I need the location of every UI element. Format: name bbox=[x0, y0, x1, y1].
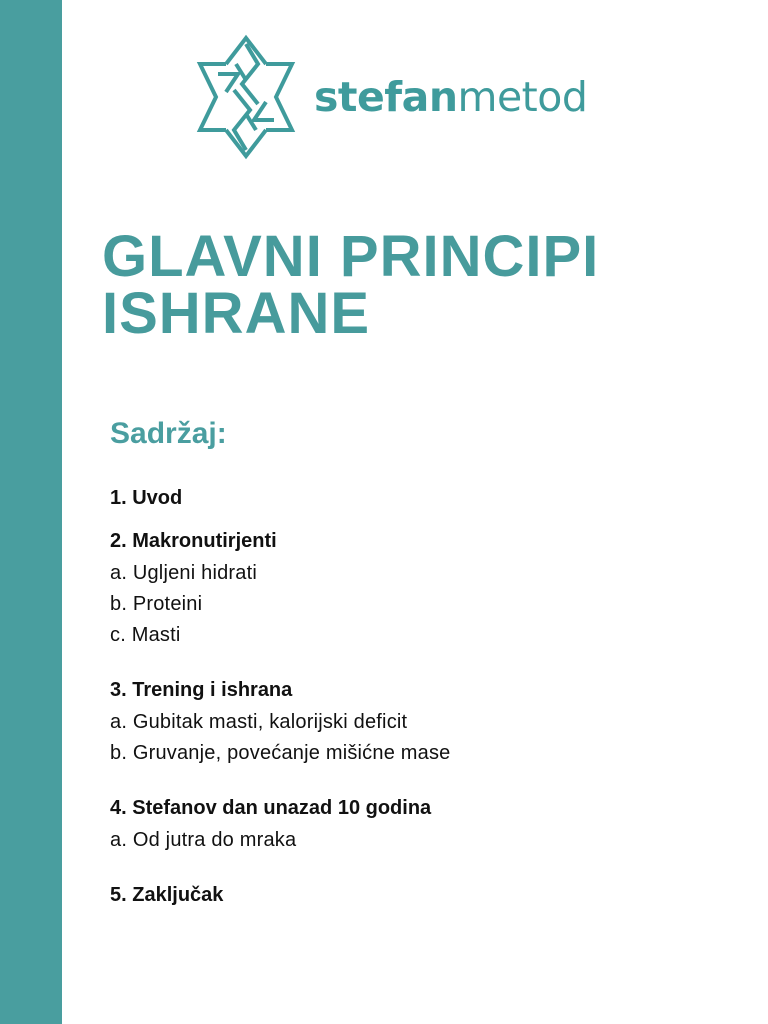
brand-name-light: metod bbox=[457, 72, 588, 121]
title-line-2: ISHRANE bbox=[102, 281, 371, 346]
table-of-contents bbox=[110, 486, 710, 915]
document-title bbox=[102, 224, 742, 346]
toc-subitem: b. Gruvanje, povećanje mišićne mase bbox=[110, 742, 451, 764]
brand-wordmark bbox=[314, 72, 588, 121]
toc-item-trening: 3. Trening i ishrana bbox=[110, 679, 293, 701]
brand-logo bbox=[196, 34, 587, 160]
title-line-1: GLAVNI PRINCIPI bbox=[102, 224, 600, 289]
brand-name-bold: stefan bbox=[314, 72, 458, 121]
toc-item-zakljucak: 5. Zaključak bbox=[110, 884, 224, 906]
toc-heading: Sadržaj: bbox=[110, 417, 227, 450]
left-accent-bar bbox=[0, 0, 62, 1024]
toc-subitem: a. Gubitak masti, kalorijski deficit bbox=[110, 711, 408, 733]
toc-subitem: b. Proteini bbox=[110, 593, 203, 615]
toc-subitem: c. Masti bbox=[110, 624, 181, 646]
toc-item-stefanov-dan: 4. Stefanov dan unazad 10 godina bbox=[110, 797, 432, 819]
toc-item-uvod: 1. Uvod bbox=[110, 487, 183, 509]
toc-subitem: a. Ugljeni hidrati bbox=[110, 562, 258, 584]
toc-item-makronutrijenti: 2. Makronutirjenti bbox=[110, 530, 277, 552]
toc-subitem: a. Od jutra do mraka bbox=[110, 829, 297, 851]
geometric-s-star-icon bbox=[196, 34, 296, 160]
